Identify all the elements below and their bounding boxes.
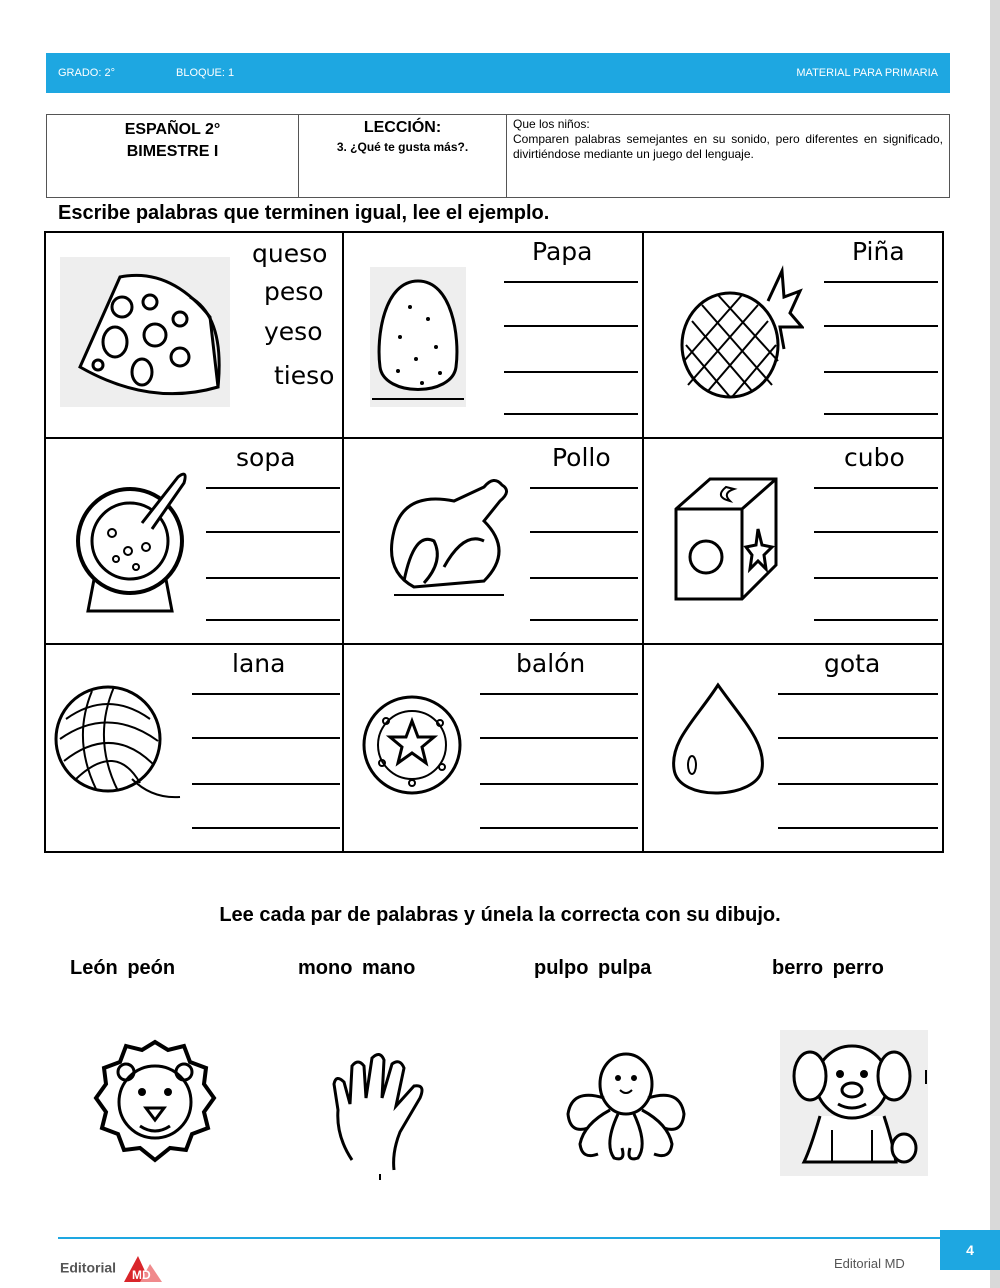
- exercise2-instruction: Lee cada par de palabras y únela la correcta con su dibujo.: [219, 904, 781, 926]
- word-pair[interactable]: mono mano: [298, 957, 416, 979]
- cue-word: balón: [516, 649, 586, 678]
- cheese-icon: [60, 257, 230, 407]
- answer-line[interactable]: [480, 693, 638, 695]
- answer-line[interactable]: [778, 737, 938, 739]
- answer-line[interactable]: [814, 487, 938, 489]
- rhyme-cell-pina: [644, 233, 942, 437]
- page-edge: [990, 0, 1000, 1288]
- answer-line[interactable]: [192, 783, 340, 785]
- answer-line[interactable]: [824, 371, 938, 373]
- water-drop-icon: [662, 679, 772, 809]
- answer-line[interactable]: [504, 371, 638, 373]
- answer-line[interactable]: [480, 783, 638, 785]
- rhyme-cell-gota: [644, 645, 942, 851]
- cue-word: Pollo: [552, 443, 611, 472]
- answer-line[interactable]: [814, 619, 938, 621]
- answer-line[interactable]: [814, 577, 938, 579]
- page-number: 4: [940, 1230, 1000, 1270]
- logo-text: Editorial: [60, 1259, 117, 1276]
- cue-word: lana: [232, 649, 286, 678]
- exercise1-instruction: Escribe palabras que terminen igual, lee el ejemplo.: [58, 202, 550, 224]
- answer-line[interactable]: [206, 487, 340, 489]
- answer-line[interactable]: [192, 693, 340, 695]
- example-answer: peso: [264, 277, 324, 306]
- answer-line[interactable]: [504, 413, 638, 415]
- answer-line[interactable]: [206, 531, 340, 533]
- material-label: MATERIAL PARA PRIMARIA: [796, 67, 938, 79]
- answer-line[interactable]: [778, 827, 938, 829]
- cue-word: Piña: [852, 237, 905, 266]
- answer-line[interactable]: [824, 413, 938, 415]
- footer-rule: [58, 1237, 940, 1239]
- answer-line[interactable]: [504, 281, 638, 283]
- hand-icon[interactable]: [322, 1040, 442, 1182]
- cue-word: cubo: [844, 443, 905, 472]
- cue-word: sopa: [236, 443, 296, 472]
- soup-bowl-icon: [66, 463, 196, 613]
- word-pair[interactable]: León peón: [70, 957, 176, 979]
- example-answer: tieso: [274, 361, 335, 390]
- lesson-title: 3. ¿Qué te gusta más?.: [336, 140, 469, 154]
- publisher-logo: [60, 1254, 164, 1284]
- objective-text: Comparen palabras semejantes en su sonido, pero diferentes en significado, divirtiéndose mediante un juego del lenguaje.: [513, 132, 943, 161]
- roast-chicken-icon: [374, 471, 524, 601]
- pineapple-icon: [672, 261, 804, 401]
- header-bar: [46, 53, 950, 93]
- answer-line[interactable]: [206, 577, 340, 579]
- lesson-label: LECCIÓN:: [363, 119, 442, 136]
- answer-line[interactable]: [814, 531, 938, 533]
- octopus-icon[interactable]: [558, 1044, 694, 1164]
- rhyme-cell-sopa: [46, 439, 342, 643]
- answer-line[interactable]: [530, 531, 638, 533]
- answer-line[interactable]: [480, 737, 638, 739]
- grade-label: GRADO: 2°: [58, 67, 115, 79]
- example-cell: [46, 233, 342, 437]
- answer-line[interactable]: [192, 827, 340, 829]
- lesson-info-table: [46, 114, 950, 198]
- answer-line[interactable]: [504, 325, 638, 327]
- answer-line[interactable]: [530, 487, 638, 489]
- answer-line[interactable]: [530, 619, 638, 621]
- word-pair[interactable]: berro perro: [772, 957, 884, 979]
- bimester-title: BIMESTRE I: [126, 143, 219, 160]
- yarn-ball-icon: [52, 679, 182, 809]
- rhyme-grid: [44, 231, 944, 853]
- rhyme-cell-balon: [344, 645, 642, 851]
- block-label: BLOQUE: 1: [176, 67, 235, 79]
- word-pair[interactable]: pulpo pulpa: [534, 957, 652, 979]
- lesson-cell: [299, 115, 507, 197]
- dog-icon[interactable]: [780, 1030, 928, 1176]
- subject-cell: [47, 115, 299, 197]
- publisher-name: Editorial MD: [834, 1256, 905, 1271]
- example-answer: yeso: [264, 317, 323, 346]
- cue-word: gota: [824, 649, 881, 678]
- md-logo-icon: [120, 1254, 164, 1284]
- objective-cell: [507, 115, 949, 197]
- toy-cube-icon: [666, 469, 786, 609]
- answer-line[interactable]: [192, 737, 340, 739]
- answer-line[interactable]: [824, 325, 938, 327]
- answer-line[interactable]: [530, 577, 638, 579]
- lion-icon[interactable]: [90, 1036, 220, 1166]
- ball-icon: [360, 679, 470, 809]
- subject-title: ESPAÑOL 2°: [124, 121, 221, 138]
- rhyme-cell-cubo: [644, 439, 942, 643]
- example-word: queso: [252, 239, 328, 268]
- answer-line[interactable]: [824, 281, 938, 283]
- objective-intro: Que los niños:: [513, 117, 590, 131]
- rhyme-cell-lana: [46, 645, 342, 851]
- rhyme-cell-pollo: [344, 439, 642, 643]
- answer-line[interactable]: [778, 693, 938, 695]
- answer-line[interactable]: [778, 783, 938, 785]
- potato-icon: [370, 267, 466, 407]
- rhyme-cell-papa: [344, 233, 642, 437]
- answer-line[interactable]: [480, 827, 638, 829]
- logo-mark: MD: [131, 1268, 151, 1282]
- answer-line[interactable]: [206, 619, 340, 621]
- cue-word: Papa: [532, 237, 593, 266]
